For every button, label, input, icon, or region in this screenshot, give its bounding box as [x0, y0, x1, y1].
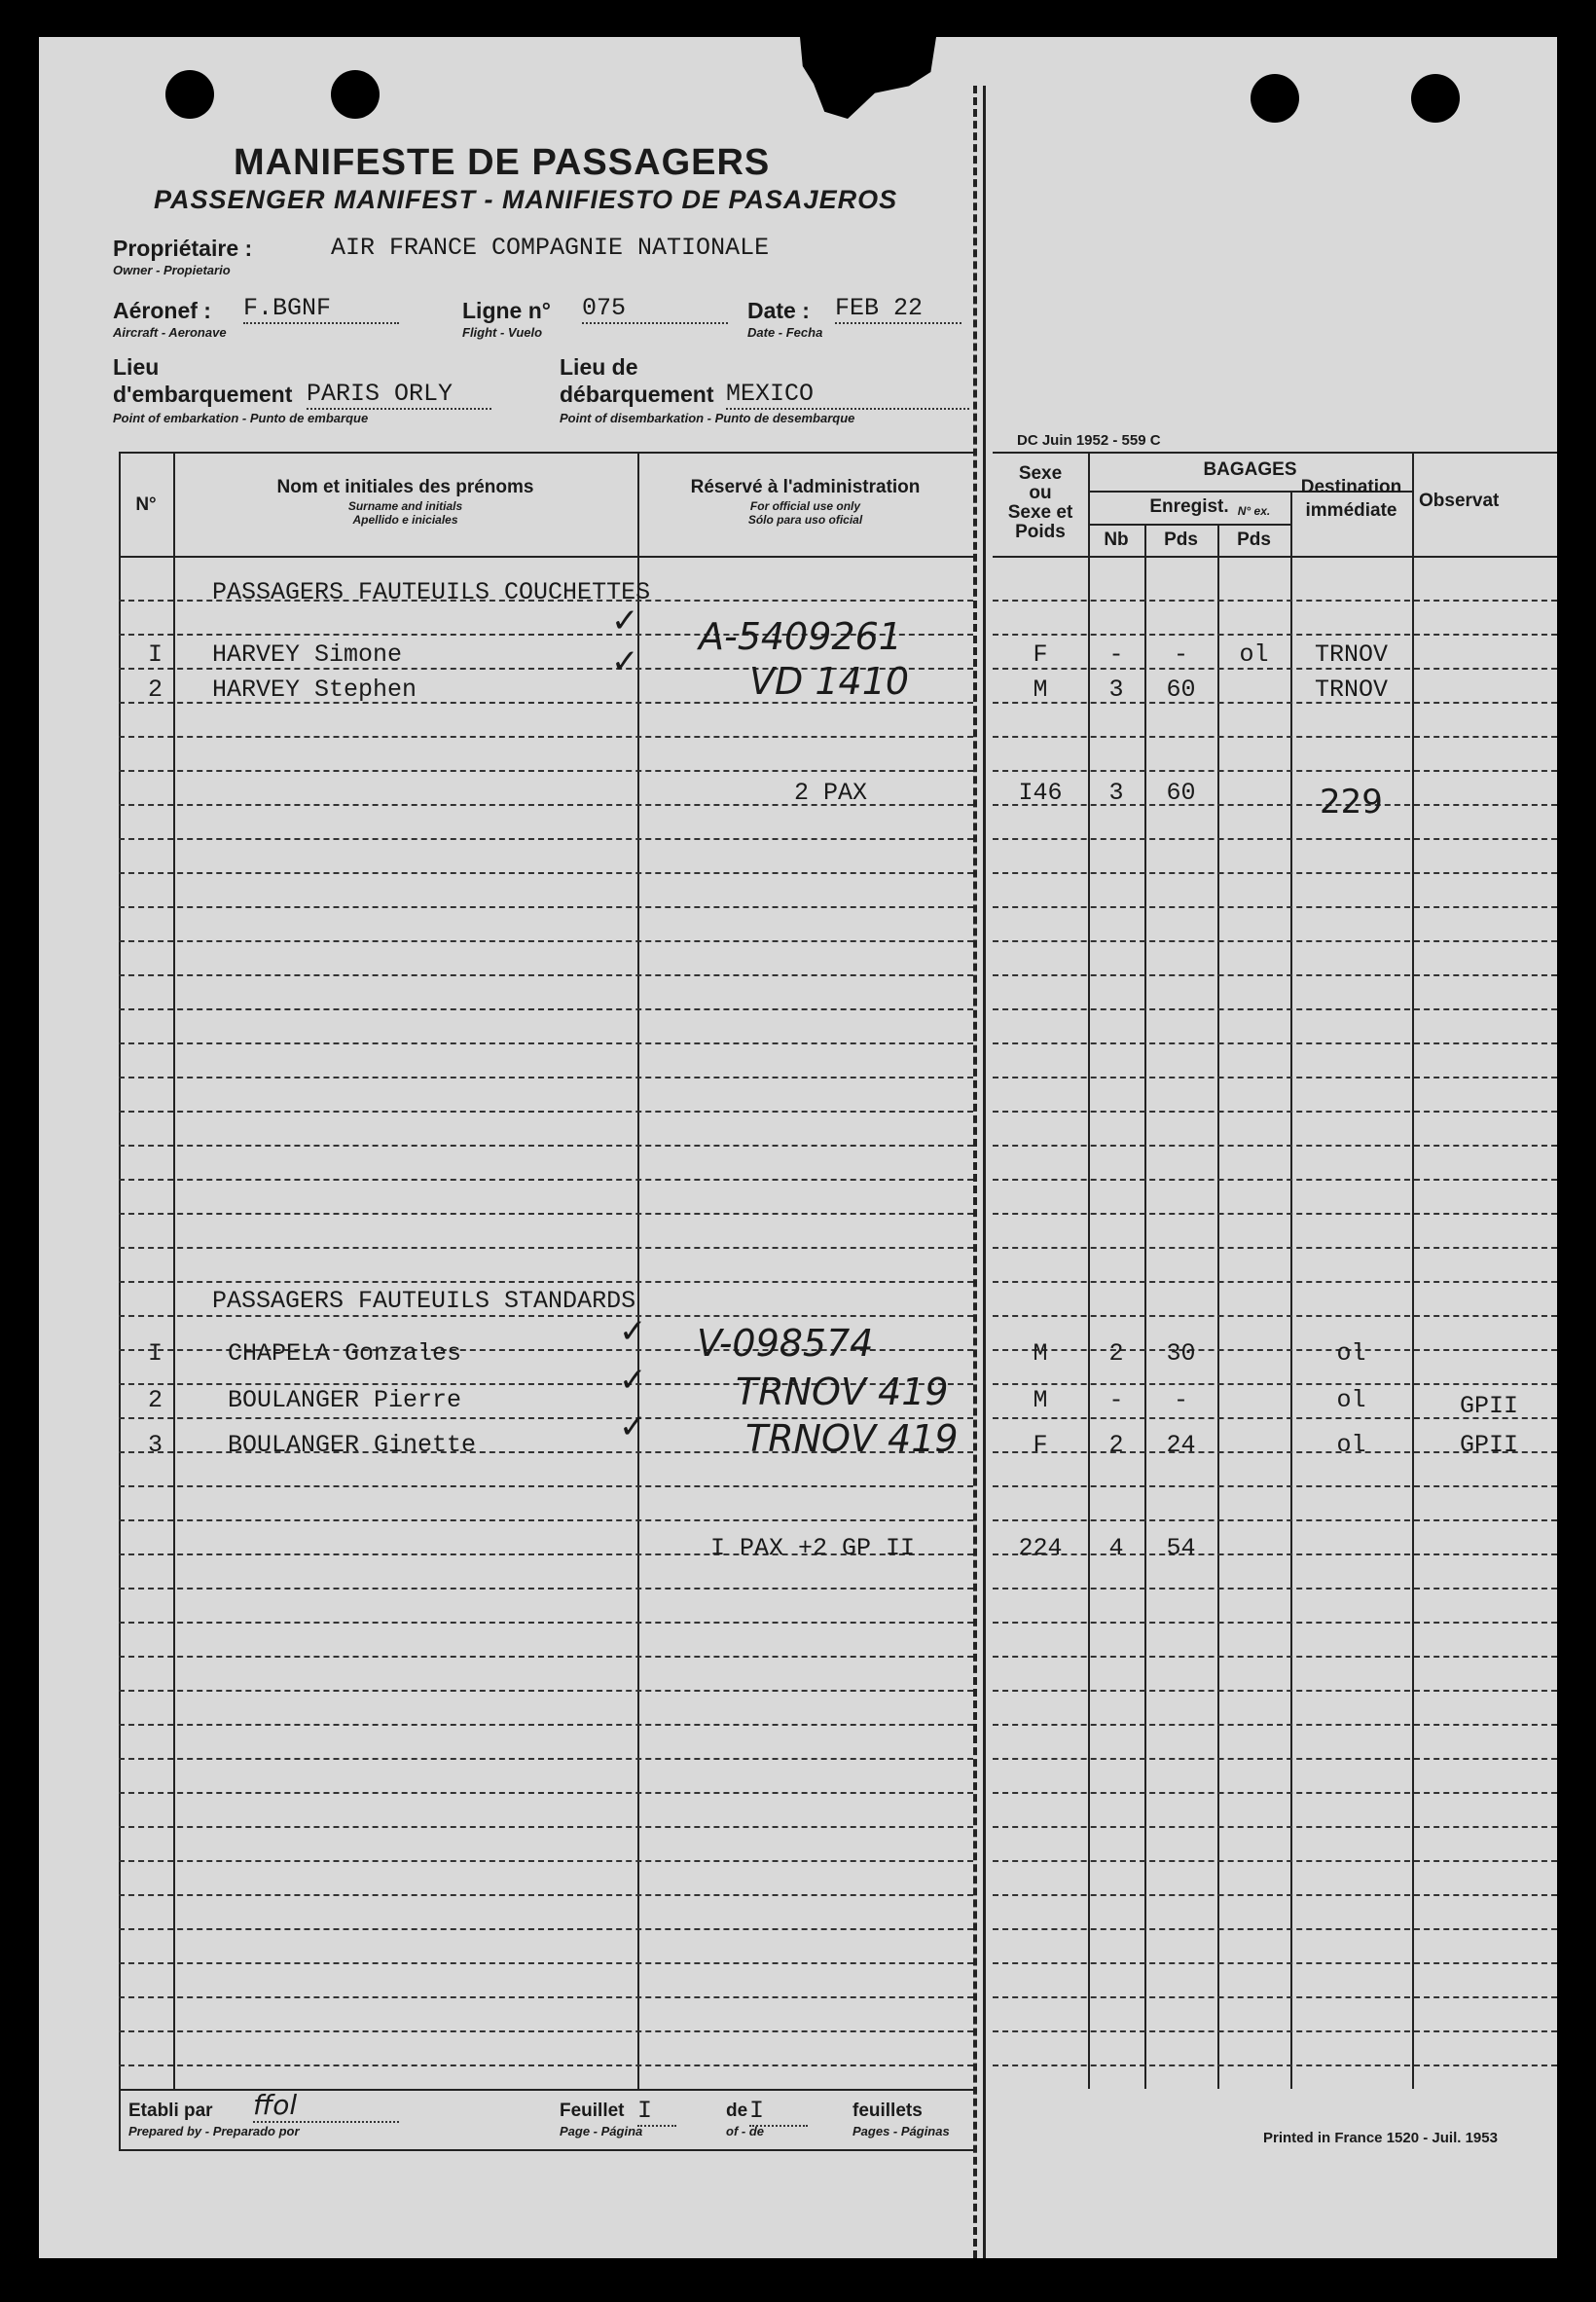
col-border-name [637, 452, 639, 2089]
footer-bottom-border [119, 2149, 973, 2151]
passenger-sex: M [1033, 1386, 1048, 1414]
aircraft-label: Aéronef : [113, 298, 211, 323]
flight-value: 075 [582, 294, 728, 324]
printed-note: Printed in France 1520 - Juil. 1953 [1263, 2130, 1498, 2146]
passenger-sex: F [1033, 1431, 1048, 1459]
ruled-line [119, 872, 973, 874]
row-no: 2 [148, 676, 163, 704]
ruled-line [119, 1247, 973, 1249]
prepared-by-sublabel: Prepared by - Preparado por [128, 2124, 300, 2138]
passenger-observation: GPII [1460, 1392, 1519, 1420]
table-bottom-border [119, 2089, 973, 2091]
ruled-line [993, 872, 1557, 874]
of-label: de [726, 2101, 748, 2121]
torn-corner [800, 37, 936, 154]
manifest-sheet [39, 37, 1557, 2258]
section-total-label: I PAX +2 GP II [710, 1534, 916, 1562]
header-bottom-border-right [993, 556, 1557, 558]
form-code: DC Juin 1952 - 559 C [1017, 432, 1161, 449]
ruled-line [993, 906, 1557, 908]
ruled-line [119, 1690, 973, 1692]
ruled-line [119, 1894, 973, 1896]
check-mark: ✓ [611, 602, 639, 640]
section-total-weight: I46 [1018, 779, 1063, 807]
row-no: 3 [148, 1431, 163, 1459]
owner-value: AIR FRANCE COMPAGNIE NATIONALE [331, 234, 770, 262]
sheet-value: I [637, 2097, 676, 2127]
punch-hole [331, 70, 380, 119]
col-header-nb: Nb [1104, 530, 1129, 550]
col-header-sex: Sexe [1018, 463, 1063, 484]
col-header-no: N° [135, 494, 157, 515]
section-heading-couchettes: PASSAGERS FAUTEUILS COUCHETTES [212, 578, 651, 606]
passenger-destination: TRNOV [1314, 676, 1388, 704]
embark-value: PARIS ORLY [307, 380, 491, 410]
ruled-line [119, 1996, 973, 1998]
section-heading-standards: PASSAGERS FAUTEUILS STANDARDS [212, 1287, 636, 1315]
section-total-pds: 54 [1166, 1534, 1196, 1562]
admin-note: TRNOV 419 [745, 1417, 959, 1460]
registered-divider [1088, 524, 1290, 526]
prepared-by-label: Etabli par [128, 2101, 213, 2121]
check-mark: ✓ [611, 642, 639, 681]
passenger-sex: M [1033, 1339, 1048, 1368]
baggage-pds: 60 [1166, 676, 1196, 704]
col-header-name-es: Apellido e iniciales [352, 513, 458, 527]
col-border-nb [1144, 524, 1146, 2089]
col-border-dest [1412, 452, 1414, 2089]
col-border-no [173, 452, 175, 2089]
ruled-line [119, 1826, 973, 1828]
ruled-line [993, 1894, 1557, 1896]
ruled-line [993, 1996, 1557, 1998]
passenger-destination: ol [1336, 1386, 1366, 1414]
passenger-name: BOULANGER Pierre [228, 1386, 462, 1414]
baggage-noex: ol [1239, 640, 1269, 669]
baggage-pds: 24 [1166, 1431, 1196, 1459]
sheets-sublabel: Pages - Páginas [852, 2124, 950, 2138]
col-header-name: Nom et initiales des prénoms [276, 477, 534, 497]
ruled-line [119, 1622, 973, 1624]
col-header-sex-3: Sexe et [1007, 502, 1073, 523]
passenger-name: CHAPELA Gonzales [228, 1339, 462, 1368]
row-no: I [148, 1339, 163, 1368]
ruled-line [993, 1656, 1557, 1658]
ruled-line [993, 1826, 1557, 1828]
sheets-label: feuillets [852, 2101, 923, 2121]
prepared-by-value: ffol [253, 2089, 399, 2123]
ruled-line [993, 1008, 1557, 1010]
aircraft-value: F.BGNF [243, 294, 399, 324]
col-header-destination: Destination [1300, 477, 1402, 497]
disembark-sublabel: Point of disembarkation - Punto de desembarque [560, 411, 855, 425]
of-sublabel: of - de [726, 2124, 764, 2138]
ruled-line [119, 838, 973, 840]
passenger-sex: F [1033, 640, 1048, 669]
sheet-sublabel: Page - Página [560, 2124, 643, 2138]
punch-hole [165, 70, 214, 119]
ruled-line [119, 1179, 973, 1181]
admin-note: VD 1410 [749, 660, 910, 703]
row-no: 2 [148, 1386, 163, 1414]
col-header-observations: Observat [1419, 491, 1500, 511]
baggage-nb: 2 [1108, 1431, 1124, 1459]
col-border-noex [1290, 491, 1292, 2089]
disembark-label: Lieu de [560, 354, 638, 380]
section-total-label: 2 PAX [794, 779, 868, 807]
ruled-line [119, 1077, 973, 1078]
ruled-line [119, 1519, 973, 1521]
ruled-line [993, 1724, 1557, 1726]
ruled-line [993, 1588, 1557, 1589]
col-header-baggage: BAGAGES [1203, 459, 1297, 480]
ruled-line [993, 1145, 1557, 1147]
col-header-name-en: Surname and initials [347, 499, 463, 513]
aircraft-sublabel: Aircraft - Aeronave [113, 325, 227, 340]
ruled-line [993, 1860, 1557, 1862]
header-bottom-border [119, 556, 973, 558]
col-border-pds [1217, 524, 1219, 2089]
col-header-pds2: Pds [1237, 530, 1271, 550]
ruled-line [119, 770, 973, 772]
baggage-nb: - [1108, 1386, 1124, 1414]
ruled-line [993, 1622, 1557, 1624]
baggage-pds: - [1173, 640, 1188, 669]
ruled-line [119, 1928, 973, 1930]
ruled-line [119, 736, 973, 738]
owner-sublabel: Owner - Propietario [113, 263, 231, 277]
col-header-noex: N° ex. [1237, 504, 1271, 518]
center-fold [973, 86, 977, 2258]
ruled-line [119, 1145, 973, 1147]
ruled-line [119, 2030, 973, 2032]
embark-label: Lieu [113, 354, 160, 380]
ruled-line [993, 1792, 1557, 1794]
ruled-line [119, 1860, 973, 1862]
ruled-line [993, 940, 1557, 942]
section-total-pds: 60 [1166, 779, 1196, 807]
admin-note: TRNOV 419 [736, 1370, 949, 1413]
manifest-title: MANIFESTE DE PASSAGERS [234, 142, 771, 183]
ruled-line [119, 1724, 973, 1726]
ruled-line [993, 838, 1557, 840]
passenger-sex: M [1033, 676, 1048, 704]
passenger-name: HARVEY Simone [212, 640, 403, 669]
punch-hole [1251, 74, 1299, 123]
ruled-line [119, 974, 973, 976]
sheet-label: Feuillet [560, 2101, 625, 2121]
col-header-sex-2: ou [1029, 483, 1052, 503]
section-total-handwritten: 229 [1320, 783, 1383, 822]
ruled-line [119, 1111, 973, 1113]
col-header-admin-es: Sólo para uso oficial [747, 513, 863, 527]
ruled-line [993, 600, 1557, 602]
ruled-line [993, 634, 1557, 636]
ruled-line [993, 1281, 1557, 1283]
ruled-line [993, 1077, 1557, 1078]
date-value: FEB 22 [835, 294, 961, 324]
ruled-line [119, 1656, 973, 1658]
ruled-line [993, 1042, 1557, 1044]
section-total-weight: 224 [1018, 1534, 1063, 1562]
flight-sublabel: Flight - Vuelo [462, 325, 543, 340]
ruled-line [119, 1758, 973, 1760]
admin-note: A-5409261 [699, 615, 902, 658]
row-no: I [148, 640, 163, 669]
col-header-sex-4: Poids [1015, 522, 1066, 542]
check-mark: ✓ [619, 1312, 647, 1351]
baggage-nb: - [1108, 640, 1124, 669]
punch-hole [1411, 74, 1460, 123]
col-header-admin: Réservé à l'administration [690, 477, 921, 497]
ruled-line [993, 1962, 1557, 1964]
ruled-line [993, 1247, 1557, 1249]
ruled-line [119, 1281, 973, 1283]
owner-label: Propriétaire : [113, 236, 253, 261]
baggage-pds: - [1173, 1386, 1188, 1414]
col-header-admin-en: For official use only [749, 499, 861, 513]
disembark-label-2: débarquement [560, 382, 714, 407]
admin-note: V-098574 [697, 1322, 874, 1365]
ruled-line [993, 1383, 1557, 1385]
ruled-line [993, 1690, 1557, 1692]
center-fold-line [983, 86, 986, 2258]
ruled-line [119, 2064, 973, 2066]
passenger-name: BOULANGER Ginette [228, 1431, 477, 1459]
ruled-line [993, 770, 1557, 772]
disembark-value: MEXICO [726, 380, 969, 410]
passenger-destination: ol [1336, 1339, 1366, 1368]
passenger-destination: ol [1336, 1431, 1366, 1459]
manifest-subtitle: PASSENGER MANIFEST - MANIFIESTO DE PASAJEROS [154, 185, 898, 214]
passenger-destination: TRNOV [1314, 640, 1388, 669]
col-header-destination-2: immédiate [1305, 500, 1397, 521]
ruled-line [993, 1519, 1557, 1521]
ruled-line [119, 1792, 973, 1794]
baggage-pds: 30 [1166, 1339, 1196, 1368]
passenger-name: HARVEY Stephen [212, 676, 417, 704]
ruled-line [993, 2030, 1557, 2032]
ruled-line [993, 1485, 1557, 1487]
ruled-line [993, 974, 1557, 976]
ruled-line [119, 1588, 973, 1589]
check-mark: ✓ [619, 1361, 647, 1400]
ruled-line [119, 1213, 973, 1215]
passenger-observation: GPII [1460, 1431, 1519, 1459]
baggage-nb: 3 [1108, 676, 1124, 704]
table-top-border [119, 452, 973, 454]
ruled-line [119, 1962, 973, 1964]
of-value: I [749, 2097, 808, 2127]
ruled-line [993, 1315, 1557, 1317]
table-top-border-right [993, 452, 1557, 454]
ruled-line [993, 2064, 1557, 2066]
ruled-line [993, 1758, 1557, 1760]
embark-sublabel: Point of embarkation - Punto de embarque [113, 411, 369, 425]
ruled-line [993, 1111, 1557, 1113]
flight-label: Ligne n° [462, 298, 551, 323]
ruled-line [119, 1042, 973, 1044]
ruled-line [119, 1008, 973, 1010]
ruled-line [119, 940, 973, 942]
section-total-nb: 4 [1108, 1534, 1124, 1562]
embark-label-2: d'embarquement [113, 382, 293, 407]
ruled-line [993, 1928, 1557, 1930]
baggage-nb: 2 [1108, 1339, 1124, 1368]
ruled-line [993, 1213, 1557, 1215]
date-sublabel: Date - Fecha [747, 325, 823, 340]
date-label: Date : [747, 298, 810, 323]
col-header-registered: Enregist. [1149, 496, 1229, 517]
section-total-nb: 3 [1108, 779, 1124, 807]
ruled-line [993, 736, 1557, 738]
ruled-line [993, 1179, 1557, 1181]
ruled-line [119, 1485, 973, 1487]
ruled-line [119, 906, 973, 908]
ruled-line [119, 1315, 973, 1317]
col-header-pds: Pds [1164, 530, 1198, 550]
check-mark: ✓ [619, 1407, 647, 1446]
